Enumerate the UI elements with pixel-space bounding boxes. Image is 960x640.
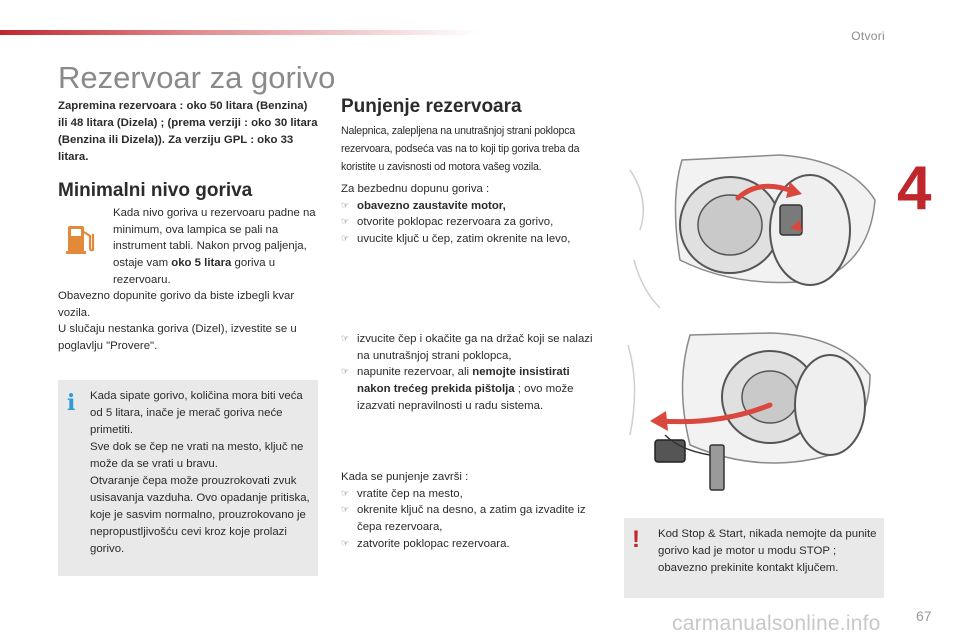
tank-capacity-text: Zapremina rezervoara : oko 50 litara (Benzina) ili 48 litara (Dizela) ; (prema verziji : oko 30 litara (Benzina ili Dizela)). Za verziju GPL : oko 33 litara. <box>58 100 318 163</box>
fuel-cap-removed-illustration <box>620 325 890 500</box>
info-icon: i <box>67 390 76 416</box>
header-accent-bar <box>0 30 480 35</box>
warning-box <box>624 518 884 598</box>
filling-steps-continued <box>341 331 606 415</box>
list-item: ☞ napunite rezervoar, ali nemojte insistirati nakon trećeg prekida pištolja ; ovo može izazvati nepravilnosti u radu sistema. <box>341 364 606 414</box>
section-label: Otvori <box>851 29 885 43</box>
minimum-level-heading: Minimalni nivo goriva <box>58 180 253 201</box>
fuel-flap-open-illustration <box>620 140 890 320</box>
filling-intro: Nalepnica, zalepljena na unutrašnjoj strani poklopca rezervoara, podseća vas na to koji tip goriva treba da koristite u zavisnosti od motora vašeg vozila. <box>341 125 580 173</box>
list-item: ☞ otvorite poklopac rezervoara za gorivo, <box>341 214 606 231</box>
list-item: ☞ okrenite ključ na desno, a zatim ga izvadite iz čepa rezervoara, <box>341 502 606 535</box>
list-item: ☞ uvucite ključ u čep, zatim okrenite na levo, <box>341 231 606 248</box>
list-item: ☞ izvucite čep i okačite ga na držač koji se nalazi na unutrašnjoj strani poklopca, <box>341 331 606 364</box>
minimum-level-text: Kada nivo goriva u rezervoaru padne na minimum, ova lampica se pali na instrument tabli. Nakon prvog paljenja, ostaje vam oko 5 litara goriva u rezervoaru. <box>113 207 316 286</box>
list-item: ☞ vratite čep na mesto, <box>341 486 606 503</box>
refuel-warning-paragraph: Obavezno dopunite gorivo da biste izbegli kvar vozila. U slučaju nestanka goriva (Dizel), izvestite se u poglavlju "Provere". <box>58 290 297 352</box>
list-item: ☞ obavezno zaustavite motor, <box>341 198 606 215</box>
fuel-pump-icon <box>62 218 102 258</box>
chapter-number: 4 <box>897 154 932 223</box>
warning-icon: ! <box>632 526 640 553</box>
page-number: 67 <box>916 608 932 624</box>
warning-text: Kod Stop & Start, nikada nemojte da punite gorivo kad je motor u modu STOP ; obavezno prekinite kontakt ključem. <box>658 528 877 574</box>
page-title: Rezervoar za gorivo <box>58 60 336 95</box>
safe-filling-steps: Za bezbednu dopunu goriva : ☞ obavezno zaustavite motor, ☞ otvorite poklopac rezervoara za gorivo, ☞ uvucite ključ u čep, zatim okrenite na levo, <box>341 181 606 248</box>
watermark: carmanualsonline.info <box>672 612 881 635</box>
info-text: Kada sipate gorivo, količina mora biti veća od 5 litara, inače je merač goriva neće primetiti. Sve dok se čep ne vrati na mesto, ključ ne može da se vrati u bravu. Otvaranje čepa može prouzrokovati zvuk usisavanja vazduha. Ovo opadanje pritiska, koje je sasvim normalno, prouzrokovano je nepropustljivošću cevi kroz koje prolazi gorivo. <box>90 390 310 555</box>
info-box <box>58 380 318 576</box>
filling-heading: Punjenje rezervoara <box>341 96 522 117</box>
list-item: ☞ zatvorite poklopac rezervoara. <box>341 536 606 553</box>
after-filling-steps: Kada se punjenje završi : ☞ vratite čep na mesto, ☞ okrenite ključ na desno, a zatim ga izvadite iz čepa rezervoara, ☞ zatvorite poklopac rezervoara. <box>341 469 606 553</box>
